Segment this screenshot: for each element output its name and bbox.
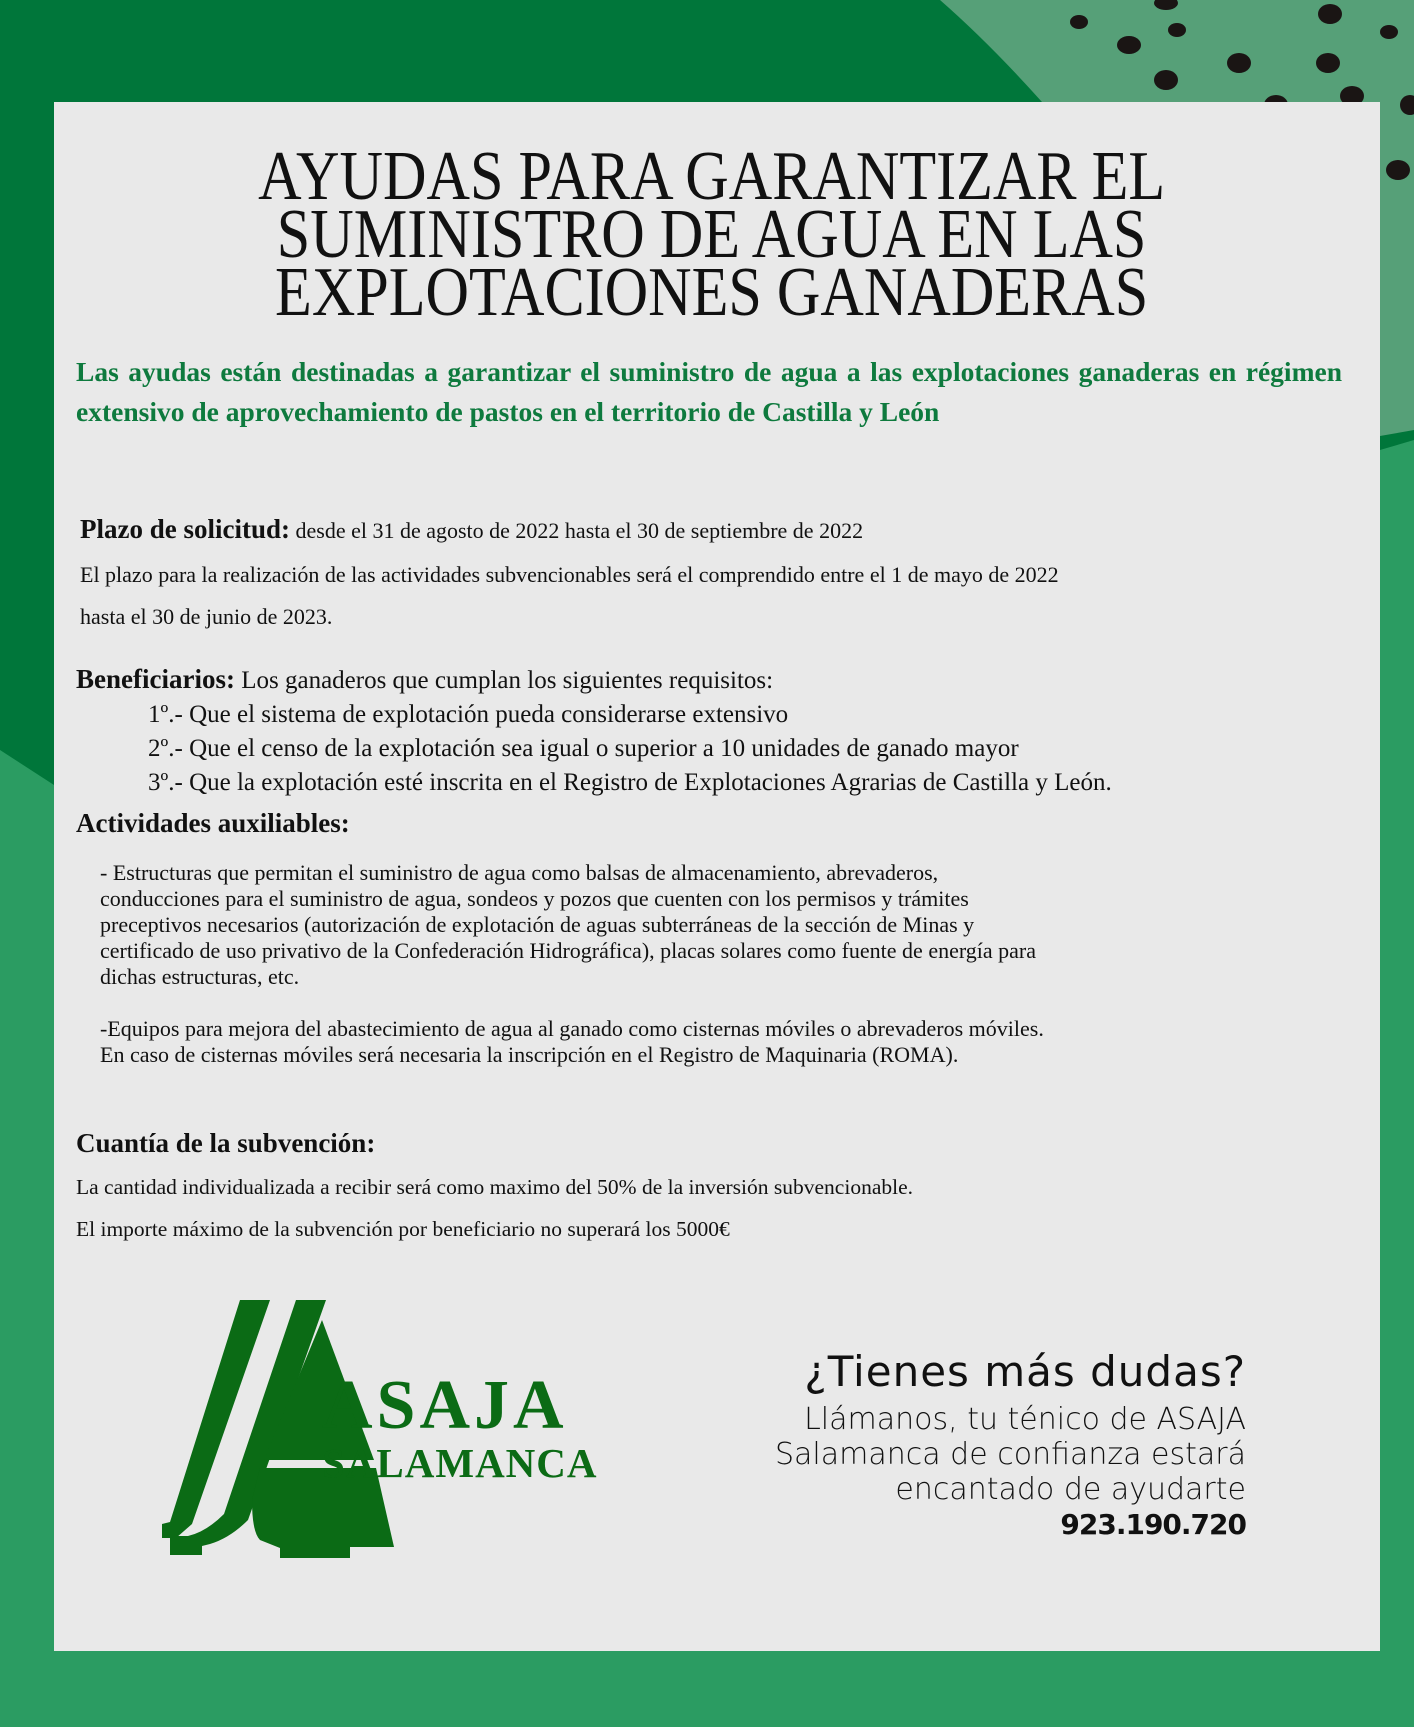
contact-block (775, 1342, 1246, 1543)
actividad-line: conducciones para el suministro de agua, sondeos y pozos que cuenten con los permisos y trámites (100, 886, 969, 911)
content-card (54, 102, 1380, 1651)
requisito-item: 2º.- Que el censo de la explotación sea igual o superior a 10 unidades de ganado mayor (148, 735, 1019, 762)
cuantia-line: La cantidad individualizada a recibir será como maximo del 50% de la inversión subvencionable. (76, 1175, 914, 1199)
plazo-label: Plazo de solicitud: (80, 514, 290, 544)
actividades-list (100, 860, 1390, 1094)
logo-sub: SALAMANCA (322, 1440, 598, 1486)
logo-wordmark (322, 1367, 598, 1486)
contact-question: ¿Tienes más dudas? (804, 1347, 1246, 1396)
cuantia-section (76, 1166, 913, 1250)
actividad-item (100, 860, 1390, 990)
actividad-line: -Equipos para mejora del abastecimiento de agua al ganado como cisternas móviles o abrevaderos móviles. (100, 1016, 1044, 1041)
plazo-section (80, 506, 1360, 638)
title-line: AYUDAS PARA GARANTIZAR EL (258, 138, 1166, 215)
contact-line: Llámanos, tu ténico de ASAJA (804, 1402, 1246, 1437)
actividad-line: dichas estructuras, etc. (100, 964, 300, 989)
contact-phone[interactable]: 923.190.720 (1060, 1508, 1246, 1541)
beneficiarios-label: Beneficiarios: (76, 664, 235, 694)
actividad-line: preceptivos necesarios (autorización de explotación de aguas subterráneas de la sección de Minas y (100, 912, 975, 937)
plazo-value: desde el 31 de agosto de 2022 hasta el 30 de septiembre de 2022 (290, 518, 864, 543)
actividad-line: En caso de cisternas móviles será necesaria la inscripción en el Registro de Maquinaria (ROMA). (100, 1042, 959, 1067)
actividad-line: - Estructuras que permitan el suministro de agua como balsas de almacenamiento, abrevaderos, (100, 860, 939, 885)
title-line: EXPLOTACIONES GANADERAS (275, 254, 1149, 331)
cuantia-line: El importe máximo de la subvención por beneficiario no superará los 5000€ (76, 1217, 730, 1241)
intro-text: Las ayudas están destinadas a garantizar el suministro de agua a las explotaciones ganaderas en régimen extensivo de aprovechamiento de pastos en el territorio de Castilla y León (76, 356, 1342, 427)
plazo-line: hasta el 30 de junio de 2023. (80, 604, 333, 629)
contact-line: encantado de ayudarte (895, 1472, 1246, 1507)
beneficiarios-value: Los ganaderos que cumplan los siguientes requisitos: (234, 667, 774, 694)
cuantia-label: Cuantía de la subvención: (76, 1128, 376, 1158)
requisito-item: 3º.- Que la explotación esté inscrita en el Registro de Explotaciones Agrarias de Castilla y León. (148, 769, 1112, 796)
beneficiarios-section (76, 662, 1112, 800)
logo-name: ASAJA (322, 1367, 568, 1444)
actividad-item (100, 1016, 1390, 1068)
title-line: SUMINISTRO DE AGUA EN LAS (276, 196, 1147, 273)
actividades-label: Actividades auxiliables: (76, 808, 350, 838)
page-title (104, 138, 1320, 331)
actividad-line: certificado de uso privativo de la Confederación Hidrográfica), placas solares como fuente de energía para (100, 938, 1037, 963)
contact-line: Salamanca de confianza estará (775, 1437, 1246, 1472)
plazo-line: El plazo para la realización de las actividades subvencionables será el comprendido entre el 1 de mayo de 2022 (80, 562, 1059, 587)
requisito-item: 1º.- Que el sistema de explotación pueda considerarse extensivo (148, 701, 789, 728)
